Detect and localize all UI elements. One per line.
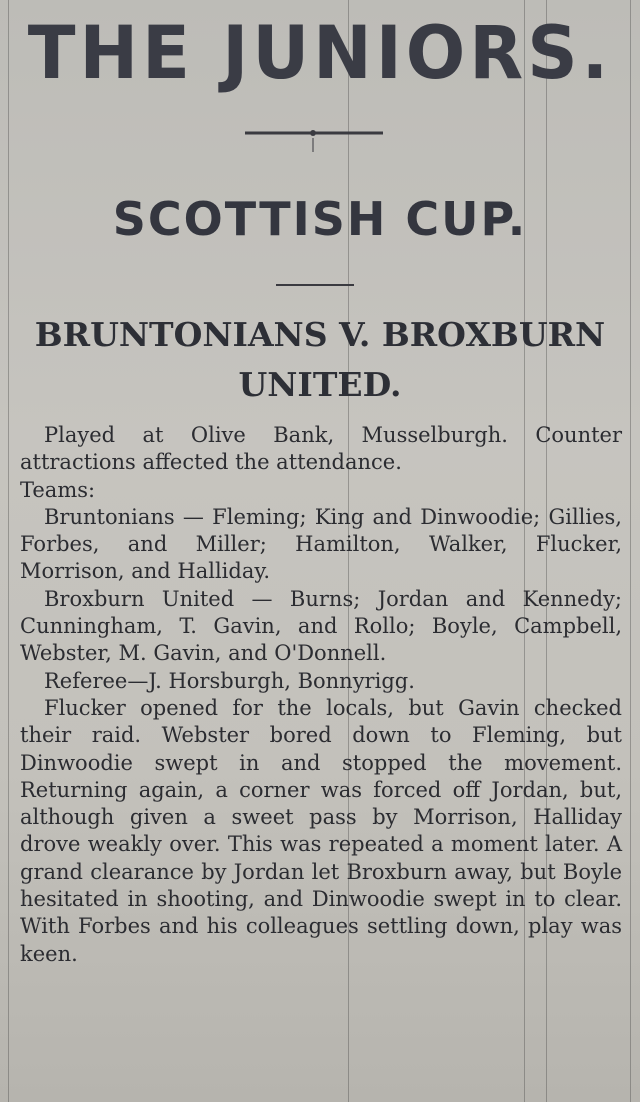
bruntonians-lineup: Bruntonians — Fleming; King and Dinwoodie; Gillies, Forbes, and Miller; Hamilton, Walker, Flucker, Morrison, and Halliday. [20,504,622,584]
match-title-line-2: UNITED. [238,365,402,404]
broxburn-lineup: Broxburn United — Burns; Jordan and Kennedy; Cunningham, T. Gavin, and Rollo; Boyle, Campbell, Webster, M. Gavin, and O'Donnell. [20,586,622,666]
article-body [20,422,622,968]
teams-label: Teams: [20,477,96,502]
column-rule-edge [630,0,631,1102]
match-title-line-1: BRUNTONIANS V. BROXBURN [34,315,606,354]
referee-line: Referee—J. Horsburgh, Bonnyrigg. [44,668,415,693]
subheadline: SCOTTISH CUP. [112,192,528,246]
headline: THE JUNIORS. [27,9,613,97]
match-report: Flucker opened for the locals, but Gavin checked their raid. Webster bored down to Fleming, but Dinwoodie swept in and stopped the movement. Returning again, a corner was forced off Jordan, but, although given a sweet pass by Morrison, Halliday drove weakly over. This was repeated a moment later. A grand clearance by Jordan let Broxburn away, but Boyle hesitated in shooting, and Dinwoodie swept in to clear. With Forbes and his colleagues settling down, play was keen. [20,695,622,966]
short-rule [276,284,354,286]
column-rule-left [8,0,9,1102]
venue-paragraph: Played at Olive Bank, Musselburgh. Counter attractions affected the attendance. [20,423,622,475]
match-title [20,310,620,410]
ornamental-rule [245,128,383,158]
